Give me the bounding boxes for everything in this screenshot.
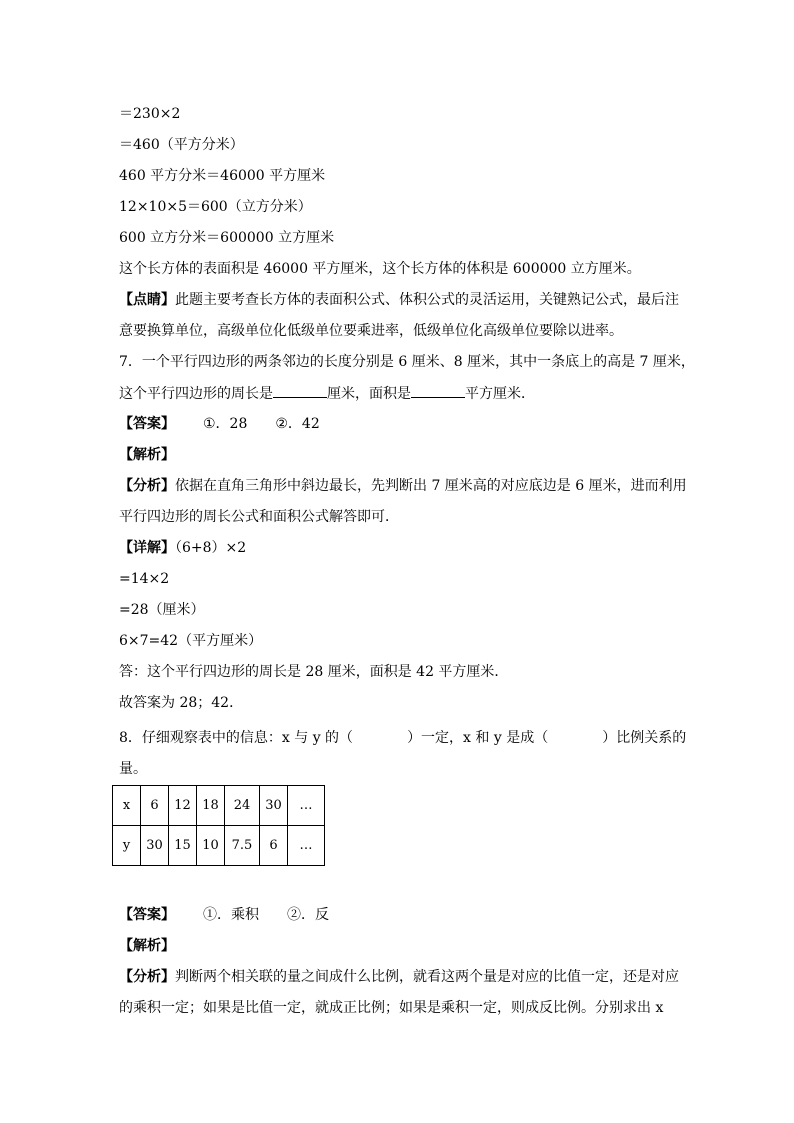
fenxi-text: 判断两个相关联的量之间成什么比例，就看这两个量是对应的比值一定，还是对应 [175, 969, 679, 985]
xiangjie-tag: 【详解】 [119, 540, 175, 556]
q7-text-b: 厘米，面积是 [327, 386, 411, 402]
dianjing-text-line2: 意要换算单位，高级单位化低级单位要乘进率，低级单位化高级单位要除以进率。 [119, 323, 623, 339]
fenxi-text-line2: 平行四边形的周长公式和面积公式解答即可． [119, 509, 399, 525]
q7-xiangjie [119, 538, 246, 558]
dianjing-tag: 【点睛】 [119, 292, 175, 308]
fenxi-tag: 【分析】 [119, 969, 175, 985]
q7-blank-2 [411, 383, 465, 398]
table-cell: 15 [169, 826, 197, 866]
calc-line: ＝460（平方分米） [119, 137, 244, 153]
calc-line: 600 立方分米＝600000 立方厘米 [119, 230, 335, 246]
calc-line: 12×10×5＝600（立方分米） [119, 199, 312, 215]
answer-value: ①．乘积 [203, 907, 259, 923]
calc-line: 6×7=42（平方厘米） [119, 633, 263, 649]
q7-text-c: 平方厘米． [465, 386, 535, 402]
answer-value: ②．反 [287, 907, 329, 923]
question-8-stem [119, 728, 686, 748]
q7-answer [119, 414, 320, 434]
dianjing-text: 此题主要考查长方体的表面积公式、体积公式的灵活运用，关键熟记公式，最后注 [175, 292, 679, 308]
table-cell: 6 [141, 786, 169, 826]
table-row [113, 826, 325, 866]
table-cell: 30 [260, 786, 288, 826]
q7-fenxi [119, 476, 687, 496]
answer-tag: 【答案】 [119, 907, 175, 923]
q8-text-b: ）一定，x 和 y 是成（ [407, 730, 549, 746]
question-7-stem: 7．一个平行四边形的两条邻边的长度分别是 6 厘米、8 厘米，其中一条底上的高是 7 厘米， [119, 354, 695, 370]
fenxi-text: 依据在直角三角形中斜边最长，先判断出 7 厘米高的对应底边是 6 厘米，进而利用 [175, 478, 687, 494]
answer-tag: 【答案】 [119, 416, 175, 432]
table-cell: 24 [225, 786, 260, 826]
calc-line: =14×2 [119, 571, 170, 587]
table-cell: 30 [141, 826, 169, 866]
table-cell: 6 [260, 826, 288, 866]
answer-sentence: 这个长方体的表面积是 46000 平方厘米，这个长方体的体积是 600000 立方厘米。 [119, 261, 641, 277]
table-cell: 18 [197, 786, 225, 826]
q7-text-a: 这个平行四边形的周长是 [119, 386, 273, 402]
answer-value: ②．42 [275, 416, 320, 432]
calc-line: 460 平方分米＝46000 平方厘米 [119, 168, 326, 184]
question-7-stem-line2 [119, 383, 535, 404]
question-8-stem-line2: 量。 [119, 761, 147, 777]
table-cell: … [288, 826, 325, 866]
table-cell: y [113, 826, 141, 866]
jiexi-tag: 【解析】 [119, 938, 175, 954]
answer-value: ①．28 [203, 416, 248, 432]
fenxi-text-line2: 的乘积一定；如果是比值一定，就成正比例；如果是乘积一定，则成反比例。分别求出 x [119, 1000, 664, 1016]
table-cell: 12 [169, 786, 197, 826]
xy-table [112, 785, 325, 866]
table-row [113, 786, 325, 826]
q8-text-a: 8．仔细观察表中的信息：x 与 y 的（ [119, 730, 354, 746]
jiexi-tag: 【解析】 [119, 447, 175, 463]
dianjing-paragraph [119, 290, 679, 310]
q7-blank-1 [273, 383, 327, 398]
table-cell: x [113, 786, 141, 826]
q8-fenxi [119, 967, 679, 987]
q8-answer [119, 905, 329, 925]
calc-line: ＝230×2 [119, 106, 181, 122]
fenxi-tag: 【分析】 [119, 478, 175, 494]
answer-sentence: 答：这个平行四边形的周长是 28 厘米，面积是 42 平方厘米． [119, 664, 509, 680]
table-cell: 7.5 [225, 826, 260, 866]
xiangjie-text: （6+8）×2 [175, 540, 247, 556]
table-cell: 10 [197, 826, 225, 866]
table-cell: … [288, 786, 325, 826]
q8-text-c: ）比例关系的 [602, 730, 687, 746]
final-answer: 故答案为 28；42． [119, 695, 244, 711]
calc-line: =28（厘米） [119, 602, 205, 618]
